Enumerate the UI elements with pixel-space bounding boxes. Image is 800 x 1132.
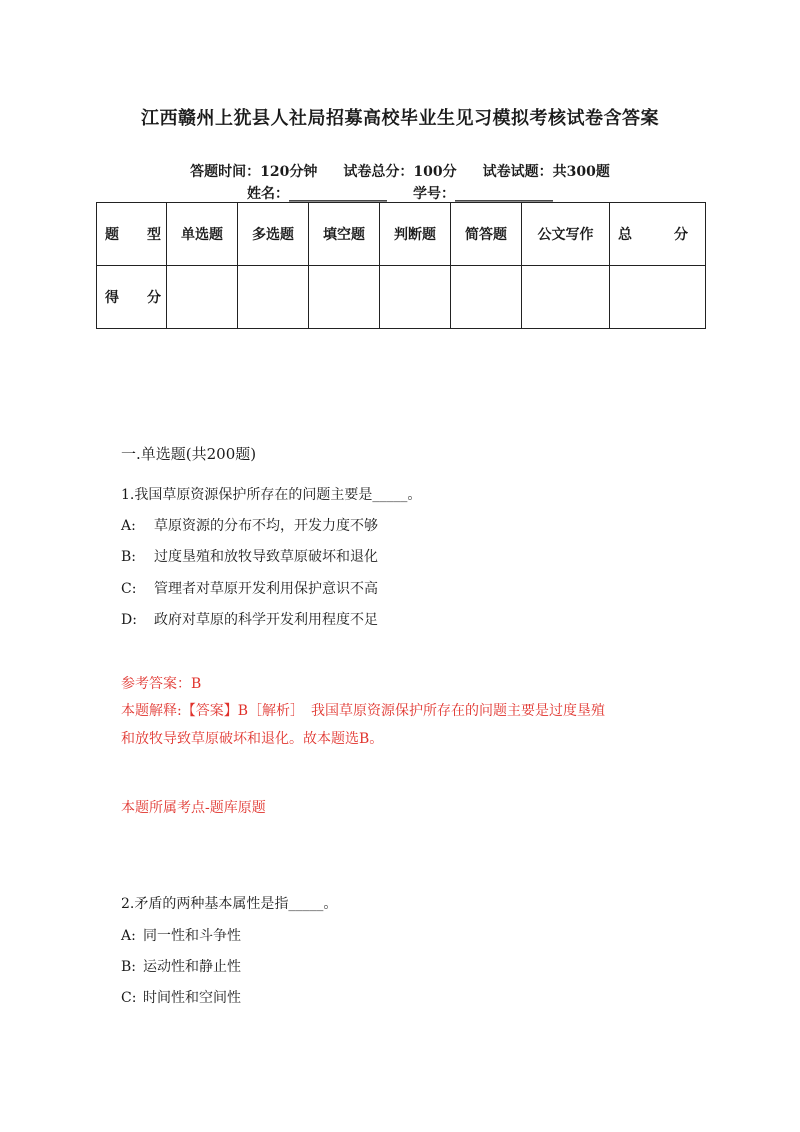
- option-text: 过度垦殖和放牧导致草原破坏和退化: [154, 549, 378, 565]
- score-table-col-total: 总 分: [610, 203, 706, 266]
- section-title: 一.单选题(共200题): [121, 445, 257, 463]
- option-text: 同一性和斗争性: [143, 928, 241, 944]
- exam-total-questions: 试卷试题：共300题: [482, 164, 610, 180]
- score-table-col-true-false: 判断题: [380, 203, 451, 266]
- question-option: [121, 578, 378, 598]
- option-letter: C:: [121, 581, 137, 597]
- option-letter: D:: [121, 612, 137, 628]
- question-option: [121, 515, 378, 535]
- name-field: 姓名：______________: [247, 186, 387, 202]
- question-source: 本题所属考点-题库原题: [121, 800, 266, 816]
- question-option: [121, 546, 378, 566]
- student-info-line: [0, 183, 800, 203]
- option-letter: C:: [121, 990, 137, 1006]
- score-cell: [238, 266, 309, 329]
- exam-total-score: 试卷总分：100分: [343, 164, 457, 180]
- score-table-score-row: [97, 266, 706, 329]
- score-table-col-official-writing: 公文写作: [522, 203, 610, 266]
- score-cell: [380, 266, 451, 329]
- exam-info-line: [0, 161, 800, 181]
- question-option: [121, 987, 241, 1007]
- exam-time: 答题时间：120分钟: [190, 164, 318, 180]
- option-text: 草原资源的分布不均，开发力度不够: [154, 518, 378, 534]
- student-id-field: 学号：______________: [413, 186, 553, 202]
- score-table-type-label: 题 型: [97, 203, 167, 266]
- explanation-line: 本题解释:【答案】B［解析］ 我国草原资源保护所存在的问题主要是过度垦殖: [121, 703, 606, 719]
- score-table-col-short-answer: 简答题: [451, 203, 522, 266]
- score-cell: [167, 266, 238, 329]
- option-text: 政府对草原的科学开发利用程度不足: [154, 612, 378, 628]
- question-stem: 1.我国草原资源保护所存在的问题主要是_____。: [121, 487, 422, 503]
- score-table-score-label: 得 分: [97, 266, 167, 329]
- question-stem: 2.矛盾的两种基本属性是指_____。: [121, 896, 338, 912]
- score-cell: [522, 266, 610, 329]
- reference-answer: 参考答案：B: [121, 676, 202, 692]
- option-letter: A:: [121, 518, 136, 534]
- score-table-col-fill-blank: 填空题: [309, 203, 380, 266]
- score-table-col-multi-choice: 多选题: [238, 203, 309, 266]
- score-cell: [309, 266, 380, 329]
- option-letter: A:: [121, 928, 136, 944]
- question-option: [121, 609, 378, 629]
- score-table-header-row: [97, 203, 706, 266]
- option-text: 运动性和静止性: [143, 959, 241, 975]
- answer-explanation: [121, 697, 691, 753]
- option-letter: B:: [121, 549, 137, 565]
- score-table: [96, 202, 706, 329]
- score-table-col-single-choice: 单选题: [167, 203, 238, 266]
- score-cell: [451, 266, 522, 329]
- question-option: [121, 956, 241, 976]
- question-option: [121, 925, 241, 945]
- document-title: 江西赣州上犹县人社局招募高校毕业生见习模拟考核试卷含答案: [141, 108, 659, 129]
- option-letter: B:: [121, 959, 137, 975]
- score-cell: [610, 266, 706, 329]
- option-text: 管理者对草原开发利用保护意识不高: [154, 581, 378, 597]
- option-text: 时间性和空间性: [143, 990, 241, 1006]
- explanation-line: 和放牧导致草原破坏和退化。故本题选B。: [121, 731, 384, 747]
